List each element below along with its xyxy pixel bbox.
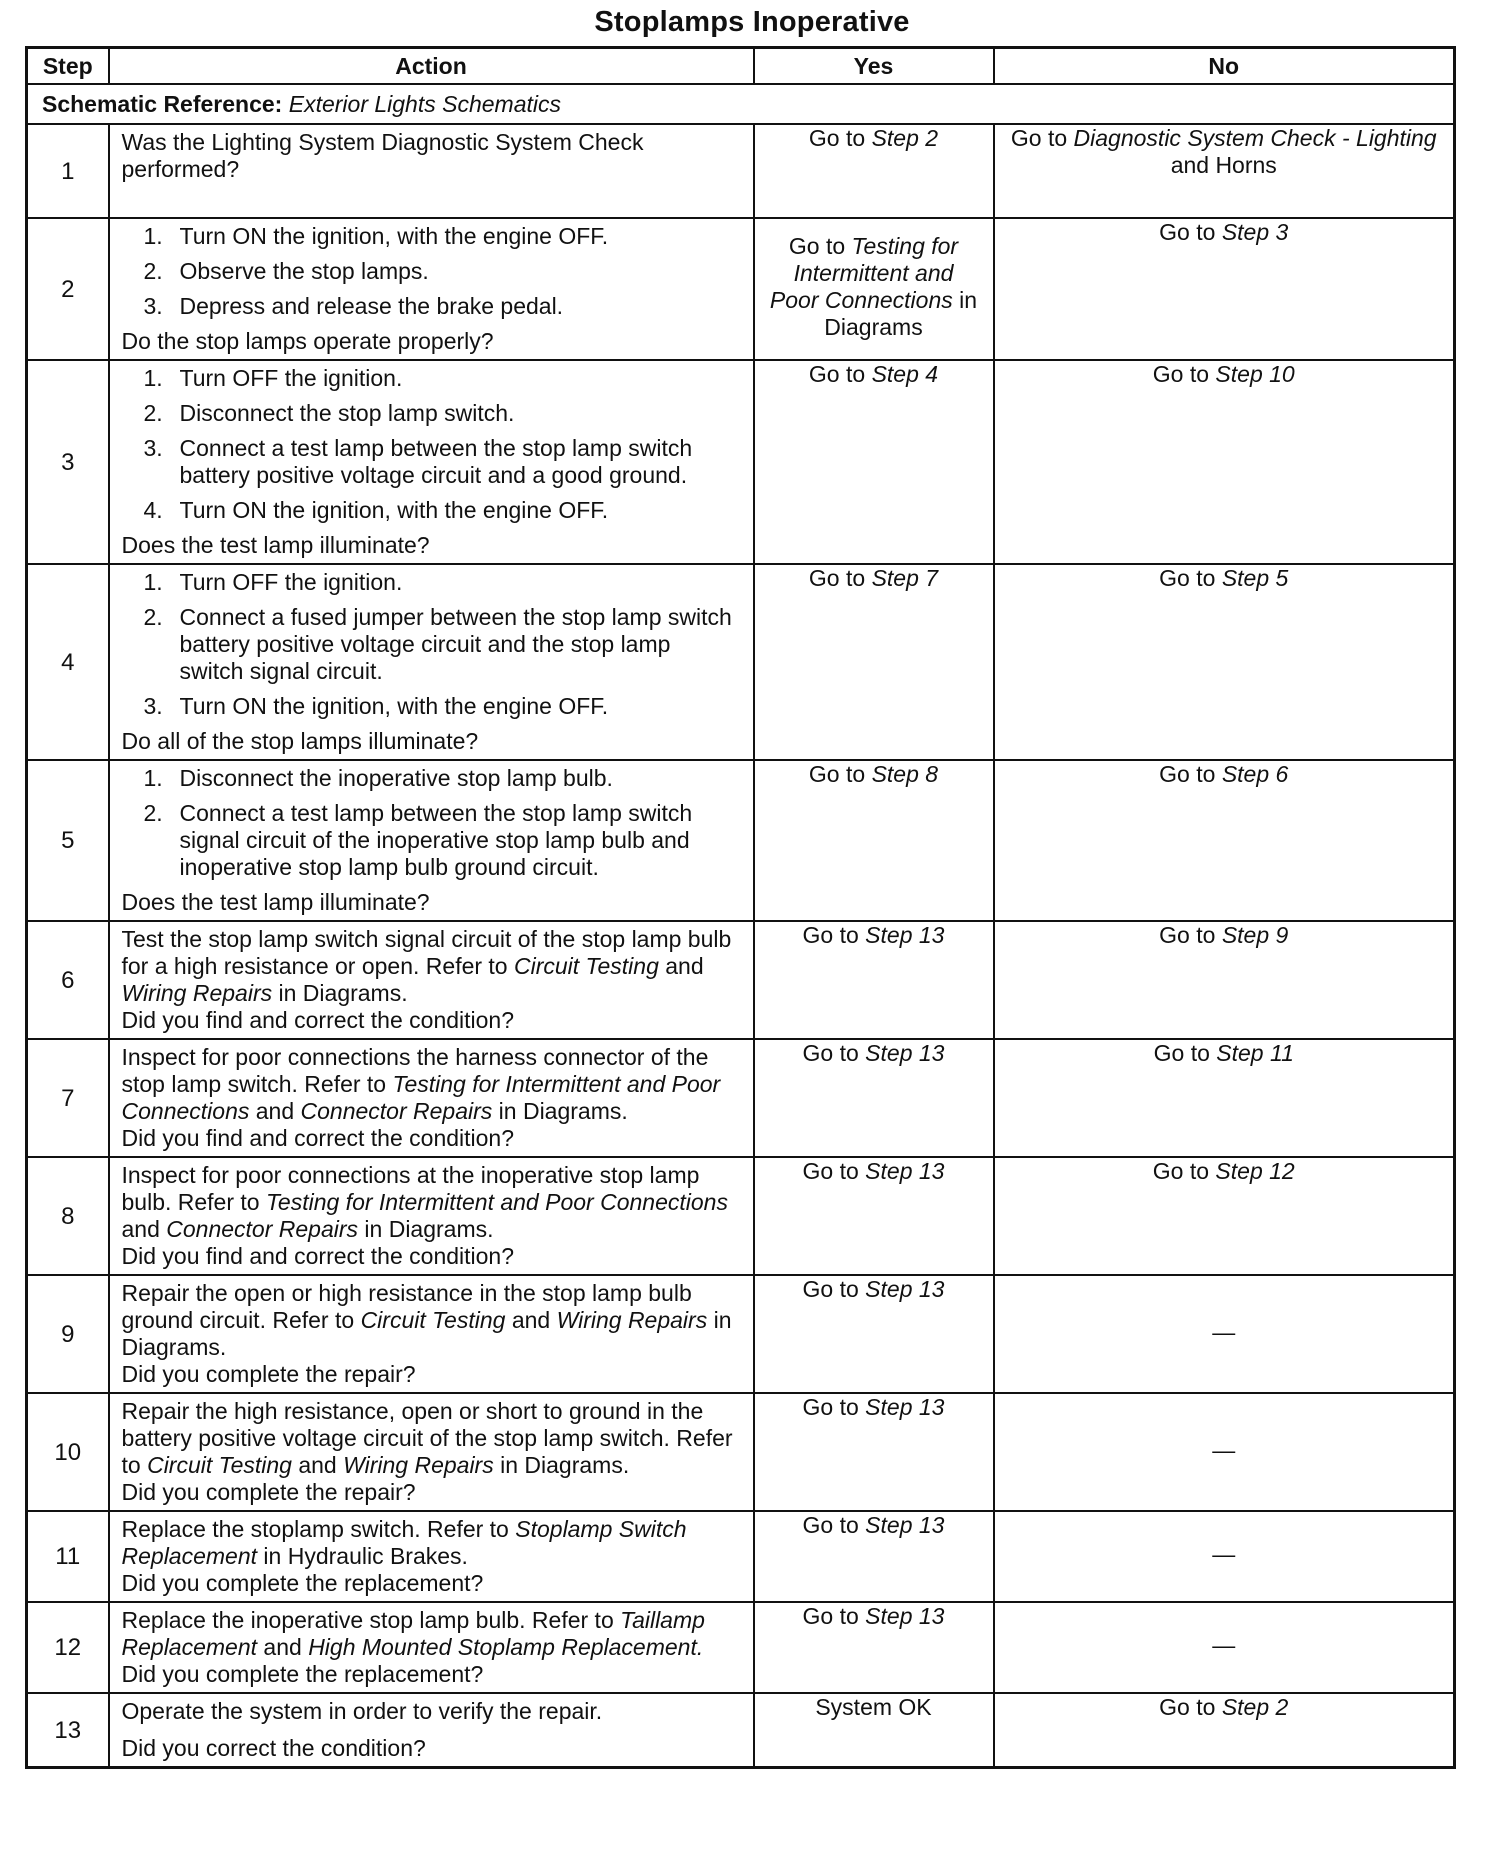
action-step-item <box>122 435 741 489</box>
action-cell <box>109 360 754 564</box>
table-row <box>27 124 1455 218</box>
no-cell <box>994 1039 1455 1157</box>
action-body <box>122 1044 741 1125</box>
step-number: 6 <box>27 921 109 1039</box>
no-suffix: and Horns <box>1170 152 1277 178</box>
no-prefix: Go to <box>1010 125 1068 151</box>
action-text: and <box>665 953 704 979</box>
action-steps <box>122 569 741 720</box>
action-step-text: Turn OFF the ignition. <box>179 569 403 595</box>
action-step-item <box>122 800 741 881</box>
action-step-number: 1. <box>143 569 163 595</box>
action-step-text: Connect a test lamp between the stop lamp switch signal circuit of the inoperative stop lamp bulb and inoperative stop lamp bulb ground circuit. <box>179 800 693 880</box>
action-content <box>122 1280 741 1388</box>
no-cell <box>994 1157 1455 1275</box>
yes-cell <box>754 1393 994 1511</box>
action-cell <box>109 564 754 760</box>
header-action: Action <box>109 48 754 85</box>
action-paragraph <box>122 1398 741 1479</box>
action-body <box>122 926 741 1007</box>
yes-cell <box>754 921 994 1039</box>
yes-prefix: Go to <box>802 1512 859 1538</box>
reference-link[interactable]: High Mounted Stoplamp Replacement. <box>308 1634 704 1660</box>
action-step-number: 4. <box>143 497 163 523</box>
action-step-number: 2. <box>143 258 163 284</box>
table-row <box>27 1039 1455 1157</box>
action-content <box>122 129 741 213</box>
yes-cell <box>754 1511 994 1602</box>
action-step-item <box>122 569 741 596</box>
action-text: in Diagrams. <box>500 1452 630 1478</box>
action-body <box>122 1162 741 1243</box>
header-row <box>27 48 1455 85</box>
yes-link[interactable]: Step 2 <box>871 125 939 151</box>
yes-prefix: Go to <box>802 922 859 948</box>
header-no: No <box>994 48 1455 85</box>
yes-link[interactable]: Step 13 <box>865 1276 945 1302</box>
action-content <box>122 926 741 1034</box>
action-text: in Diagrams. <box>121 1307 732 1360</box>
no-cell <box>994 1693 1455 1768</box>
step-number: 3 <box>27 360 109 564</box>
action-step-number: 1. <box>143 223 163 249</box>
yes-prefix: Go to <box>802 1603 859 1629</box>
reference-link[interactable]: Testing for Intermittent and Poor Connections <box>265 1189 728 1215</box>
table-row <box>27 1275 1455 1393</box>
step-number: 10 <box>27 1393 109 1511</box>
no-link[interactable]: Step 11 <box>1216 1040 1294 1066</box>
action-body <box>122 765 741 889</box>
action-step-text: Disconnect the inoperative stop lamp bulb. <box>179 765 613 791</box>
no-prefix: Go to <box>1159 1694 1216 1720</box>
action-paragraph <box>122 1607 741 1661</box>
action-question: Did you find and correct the condition? <box>121 1007 515 1033</box>
action-cell <box>109 1275 754 1393</box>
no-link[interactable]: Step 12 <box>1215 1158 1295 1184</box>
action-paragraph <box>122 1162 741 1243</box>
no-cell <box>994 921 1455 1039</box>
action-text: and <box>121 1216 160 1242</box>
action-question: Did you find and correct the condition? <box>121 1243 515 1269</box>
yes-cell <box>754 1157 994 1275</box>
no-dash: — <box>1212 1436 1236 1463</box>
action-cell <box>109 921 754 1039</box>
step-number: 11 <box>27 1511 109 1602</box>
action-step-number: 3. <box>143 435 163 461</box>
diagnostic-table <box>25 46 1456 1769</box>
action-steps <box>122 765 741 881</box>
table-row <box>27 1393 1455 1511</box>
action-step-number: 2. <box>143 400 163 426</box>
yes-cell <box>754 218 994 360</box>
yes-prefix: Go to <box>808 565 866 591</box>
action-body <box>122 569 741 728</box>
action-question: Did you complete the replacement? <box>121 1570 484 1596</box>
action-cell <box>109 1039 754 1157</box>
action-text: Replace the inoperative stop lamp bulb. Refer to <box>121 1607 614 1633</box>
action-cell <box>109 760 754 921</box>
no-prefix: Go to <box>1159 761 1216 787</box>
action-paragraph <box>122 1044 741 1125</box>
action-text: Repair the open or high resistance in the stop lamp bulb ground circuit. Refer to <box>121 1280 692 1333</box>
table-row <box>27 1157 1455 1275</box>
action-text: Inspect for poor connections at the inoperative stop lamp bulb. Refer to <box>121 1162 700 1215</box>
action-body <box>122 1607 741 1661</box>
no-prefix: Go to <box>1153 1040 1210 1066</box>
no-cell <box>994 1602 1455 1693</box>
action-cell <box>109 124 754 218</box>
action-step-item <box>122 258 741 285</box>
schematic-reference-link[interactable]: Exterior Lights Schematics <box>288 90 562 117</box>
table-row <box>27 921 1455 1039</box>
action-text: Operate the system in order to verify the repair. <box>121 1698 603 1724</box>
no-link[interactable]: Step 5 <box>1221 565 1289 591</box>
yes-suffix: in Diagrams <box>824 287 978 340</box>
yes-result: System OK <box>815 1694 932 1720</box>
action-paragraph <box>122 1698 741 1725</box>
no-dash: — <box>1212 1318 1236 1345</box>
step-number: 4 <box>27 564 109 760</box>
step-number: 2 <box>27 218 109 360</box>
yes-cell <box>754 1039 994 1157</box>
action-text: in Diagrams. <box>498 1098 628 1124</box>
action-step-item <box>122 293 741 320</box>
yes-link[interactable]: Step 13 <box>865 1040 945 1066</box>
no-cell <box>994 760 1455 921</box>
no-cell <box>994 564 1455 760</box>
action-content <box>122 765 741 916</box>
action-cell <box>109 1511 754 1602</box>
no-cell <box>994 360 1455 564</box>
action-text: Inspect for poor connections the harness connector of the stop lamp switch. Refer to <box>121 1044 709 1097</box>
yes-link[interactable]: Step 4 <box>871 361 939 387</box>
action-cell <box>109 1157 754 1275</box>
action-cell <box>109 1693 754 1768</box>
no-cell <box>994 1393 1455 1511</box>
action-text: in Diagrams. <box>364 1216 494 1242</box>
reference-link[interactable]: Stoplamp Switch Replacement <box>121 1516 687 1569</box>
yes-link[interactable]: Step 13 <box>865 1394 945 1420</box>
yes-link[interactable]: Step 8 <box>871 761 939 787</box>
no-cell <box>994 124 1455 218</box>
action-step-item <box>122 604 741 685</box>
action-text: in Hydraulic Brakes. <box>263 1543 468 1569</box>
step-number: 7 <box>27 1039 109 1157</box>
step-number: 13 <box>27 1693 109 1768</box>
action-step-item <box>122 365 741 392</box>
action-question: Does the test lamp illuminate? <box>121 889 430 915</box>
action-steps <box>122 365 741 524</box>
reference-link[interactable]: Testing for Intermittent and Poor Connections <box>121 1071 721 1124</box>
no-prefix: Go to <box>1159 565 1216 591</box>
action-body <box>122 129 741 183</box>
action-step-number: 2. <box>143 800 163 826</box>
action-content <box>122 223 741 355</box>
yes-prefix: Go to <box>802 1158 859 1184</box>
action-cell <box>109 218 754 360</box>
action-step-number: 3. <box>143 293 163 319</box>
action-content <box>122 1162 741 1270</box>
no-prefix: Go to <box>1152 361 1210 387</box>
action-text: and <box>255 1098 295 1124</box>
no-link[interactable]: Diagnostic System Check - Lighting <box>1073 125 1437 151</box>
step-number: 12 <box>27 1602 109 1693</box>
action-step-text: Connect a test lamp between the stop lamp switch battery positive voltage circuit and a good ground. <box>179 435 693 488</box>
action-step-number: 2. <box>143 604 163 630</box>
step-number: 1 <box>27 124 109 218</box>
no-link[interactable]: Step 10 <box>1215 361 1295 387</box>
action-question: Do the stop lamps operate properly? <box>121 328 494 354</box>
table-row <box>27 1602 1455 1693</box>
action-content <box>122 365 741 559</box>
table-row <box>27 564 1455 760</box>
reference-link[interactable]: Taillamp Replacement <box>121 1607 705 1660</box>
page-title: Stoplamps Inoperative <box>594 6 910 38</box>
action-body <box>122 1280 741 1361</box>
yes-link[interactable]: Step 13 <box>865 922 945 948</box>
yes-link[interactable]: Testing for Intermittent and Poor Connections <box>769 233 959 313</box>
action-step-item <box>122 765 741 792</box>
schematic-reference <box>27 84 1455 124</box>
reference-link[interactable]: Wiring Repairs <box>343 1452 494 1478</box>
reference-link[interactable]: Circuit Testing <box>147 1452 292 1478</box>
action-text: Test the stop lamp switch signal circuit of the stop lamp bulb for a high resistance or open. Refer to <box>121 926 732 979</box>
action-body <box>122 1398 741 1479</box>
action-step-number: 3. <box>143 693 163 719</box>
action-content <box>122 1516 741 1597</box>
step-number: 5 <box>27 760 109 921</box>
table-row <box>27 218 1455 360</box>
action-question: Did you find and correct the condition? <box>121 1125 515 1151</box>
action-content <box>122 1698 741 1762</box>
schematic-reference-label: Schematic Reference: <box>42 90 283 117</box>
action-text: in Diagrams. <box>278 980 408 1006</box>
action-step-text: Turn ON the ignition, with the engine OFF. <box>179 223 609 249</box>
table-row <box>27 360 1455 564</box>
yes-prefix: Go to <box>802 1276 859 1302</box>
table-row <box>27 1511 1455 1602</box>
action-step-item <box>122 223 741 250</box>
yes-prefix: Go to <box>808 761 866 787</box>
action-paragraph <box>122 926 741 1007</box>
action-cell <box>109 1602 754 1693</box>
action-body <box>122 1698 741 1725</box>
yes-prefix: Go to <box>788 233 846 259</box>
reference-link[interactable]: Wiring Repairs <box>121 980 273 1006</box>
action-text: and <box>263 1634 302 1660</box>
no-prefix: Go to <box>1159 922 1216 948</box>
schematic-reference-row <box>27 84 1455 124</box>
action-content <box>122 1607 741 1688</box>
reference-link[interactable]: Wiring Repairs <box>556 1307 708 1333</box>
yes-link[interactable]: Step 7 <box>871 565 939 591</box>
no-dash: — <box>1212 1541 1236 1567</box>
yes-cell <box>754 360 994 564</box>
action-question: Did you complete the repair? <box>121 1479 416 1505</box>
no-cell <box>994 1275 1455 1393</box>
no-cell <box>994 1511 1455 1602</box>
no-cell <box>994 218 1455 360</box>
yes-prefix: Go to <box>802 1040 859 1066</box>
yes-link[interactable]: Step 13 <box>865 1603 945 1629</box>
action-body <box>122 1516 741 1570</box>
action-step-item <box>122 400 741 427</box>
yes-prefix: Go to <box>808 125 866 151</box>
reference-link[interactable]: Connector Repairs <box>166 1216 359 1242</box>
yes-prefix: Go to <box>802 1394 859 1420</box>
action-question: Did you correct the condition? <box>121 1735 426 1761</box>
no-prefix: Go to <box>1152 1158 1210 1184</box>
action-step-text: Observe the stop lamps. <box>179 258 429 284</box>
action-paragraph <box>122 1280 741 1361</box>
no-link[interactable]: Step 6 <box>1221 761 1289 787</box>
no-link[interactable]: Step 9 <box>1221 922 1289 948</box>
step-number: 8 <box>27 1157 109 1275</box>
action-text: Replace the stoplamp switch. Refer to <box>121 1516 509 1542</box>
action-steps <box>122 223 741 320</box>
table-row <box>27 1693 1455 1768</box>
action-text: Repair the high resistance, open or short to ground in the battery positive voltage circuit of the stop lamp switch. Refer to <box>121 1398 733 1478</box>
yes-link[interactable]: Step 13 <box>865 1158 945 1184</box>
action-text: Was the Lighting System Diagnostic System Check performed? <box>121 129 644 182</box>
header-step: Step <box>27 48 109 85</box>
action-question: Did you complete the repair? <box>121 1361 416 1387</box>
yes-cell <box>754 564 994 760</box>
action-content <box>122 1044 741 1152</box>
yes-cell <box>754 1275 994 1393</box>
reference-link[interactable]: Circuit Testing <box>360 1307 506 1333</box>
yes-cell <box>754 1602 994 1693</box>
yes-link[interactable]: Step 13 <box>865 1512 945 1538</box>
action-question: Do all of the stop lamps illuminate? <box>121 728 479 754</box>
action-body <box>122 223 741 328</box>
action-text: and <box>511 1307 551 1333</box>
action-step-item <box>122 693 741 720</box>
action-content <box>122 1398 741 1506</box>
reference-link[interactable]: Connector Repairs <box>300 1098 493 1124</box>
reference-link[interactable]: Circuit Testing <box>514 953 659 979</box>
action-question: Did you complete the replacement? <box>121 1661 484 1687</box>
action-step-text: Depress and release the brake pedal. <box>179 293 564 319</box>
action-step-item <box>122 497 741 524</box>
action-step-text: Turn OFF the ignition. <box>179 365 403 391</box>
action-step-number: 1. <box>143 765 163 791</box>
action-step-text: Disconnect the stop lamp switch. <box>179 400 515 426</box>
header-yes: Yes <box>754 48 994 85</box>
no-link[interactable]: Step 2 <box>1221 1694 1289 1720</box>
action-text: and <box>298 1452 337 1478</box>
action-step-text: Connect a fused jumper between the stop lamp switch battery positive voltage circuit and the stop lamp switch signal circuit. <box>179 604 732 684</box>
action-question: Does the test lamp illuminate? <box>121 532 430 558</box>
table-row <box>27 760 1455 921</box>
yes-prefix: Go to <box>808 361 866 387</box>
step-number: 9 <box>27 1275 109 1393</box>
no-dash: — <box>1212 1632 1236 1658</box>
yes-cell <box>754 124 994 218</box>
no-prefix: Go to <box>1159 219 1216 245</box>
no-link[interactable]: Step 3 <box>1221 219 1289 245</box>
action-paragraph <box>122 1516 741 1570</box>
action-step-text: Turn ON the ignition, with the engine OFF. <box>179 693 609 719</box>
yes-cell <box>754 760 994 921</box>
action-content <box>122 569 741 755</box>
action-step-text: Turn ON the ignition, with the engine OFF. <box>179 497 609 523</box>
action-body <box>122 365 741 532</box>
action-step-number: 1. <box>143 365 163 391</box>
yes-cell <box>754 1693 994 1768</box>
action-cell <box>109 1393 754 1511</box>
